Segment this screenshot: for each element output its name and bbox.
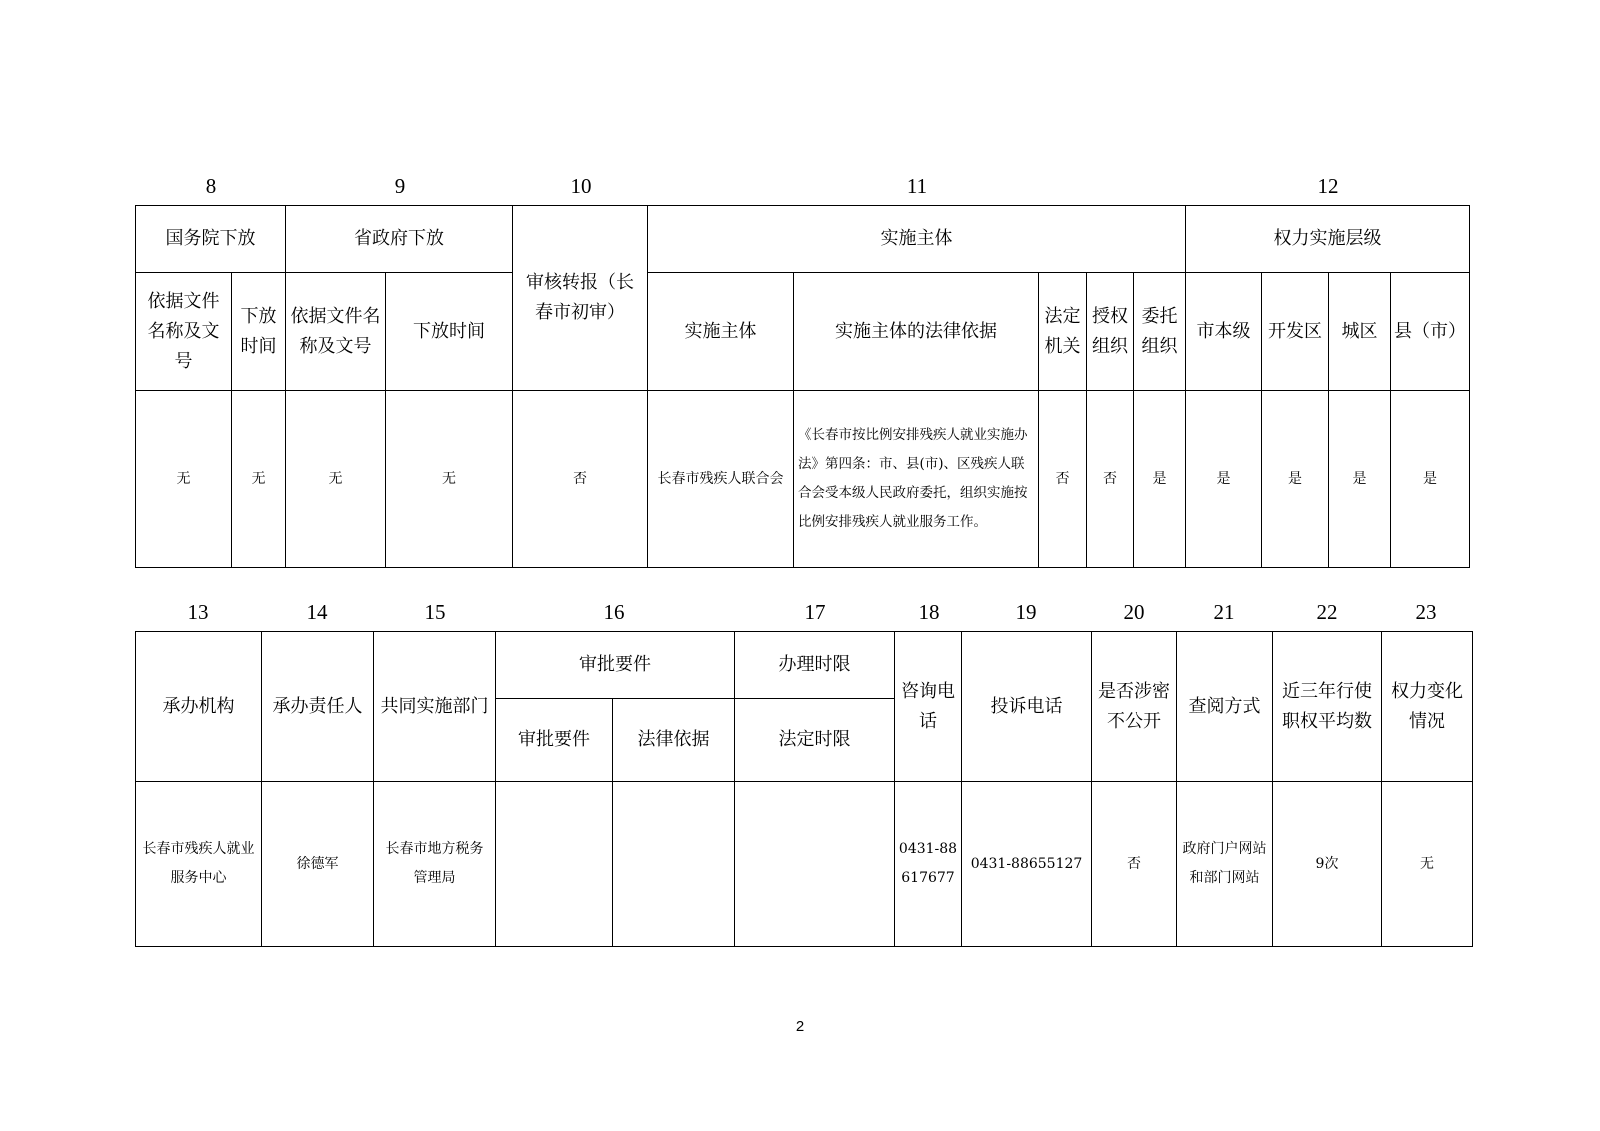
header-legal-basis: 法律依据	[613, 699, 735, 782]
cell-legal-basis	[613, 782, 735, 947]
header-urban: 城区	[1329, 273, 1391, 391]
header-person: 承办责任人	[262, 632, 374, 782]
header-basis-file-1: 依据文件名称及文号	[136, 273, 232, 391]
col-number: 12	[1317, 174, 1339, 198]
header-city: 市本级	[1186, 273, 1262, 391]
power-subject-table	[135, 205, 1470, 568]
header-subject-name: 实施主体	[648, 273, 794, 391]
header-state-council: 国务院下放	[136, 206, 286, 273]
header-access: 查阅方式	[1177, 632, 1273, 782]
col-number: 20	[1123, 600, 1145, 624]
cell-urban: 是	[1329, 391, 1391, 568]
header-review: 审核转报（长春市初审）	[513, 206, 648, 391]
col-number: 14	[306, 600, 328, 624]
header-subject-basis: 实施主体的法律依据	[794, 273, 1039, 391]
header-avg: 近三年行使职权平均数	[1273, 632, 1382, 782]
header-level: 权力实施层级	[1186, 206, 1470, 273]
table-row	[136, 391, 1470, 568]
cell-legal-limit	[735, 782, 895, 947]
header-entrusted-org: 委托组织	[1134, 273, 1186, 391]
header-legal-limit: 法定时限	[735, 699, 895, 782]
table-row	[136, 782, 1473, 947]
col-number: 10	[570, 174, 592, 198]
cell-access: 政府门户网站和部门网站	[1177, 782, 1273, 947]
header-time-limit: 办理时限	[735, 632, 895, 699]
col-number: 15	[424, 600, 446, 624]
cell-legal-organ: 否	[1039, 391, 1087, 568]
cell-subject-name: 长春市残疾人联合会	[648, 391, 794, 568]
header-basis-file-2: 依据文件名称及文号	[286, 273, 386, 391]
col-number: 8	[205, 174, 217, 198]
cell-avg: 9次	[1273, 782, 1382, 947]
cell-entrusted-org: 是	[1134, 391, 1186, 568]
cell-change: 无	[1382, 782, 1473, 947]
col-number: 16	[603, 600, 625, 624]
cell-approval-docs	[496, 782, 613, 947]
header-authorized-org: 授权组织	[1087, 273, 1134, 391]
header-complaint: 投诉电话	[962, 632, 1092, 782]
header-secret: 是否涉密不公开	[1092, 632, 1177, 782]
header-subject: 实施主体	[648, 206, 1186, 273]
header-provincial: 省政府下放	[286, 206, 513, 273]
cell-joint: 长春市地方税务管理局	[374, 782, 496, 947]
cell-complaint: 0431-88655127	[962, 782, 1092, 947]
cell-org: 长春市残疾人就业服务中心	[136, 782, 262, 947]
col-number: 23	[1415, 600, 1437, 624]
cell-county: 是	[1391, 391, 1470, 568]
cell-dev-zone: 是	[1262, 391, 1329, 568]
col-number: 21	[1213, 600, 1235, 624]
header-time-1: 下放时间	[232, 273, 286, 391]
page-number: 2	[795, 1018, 805, 1035]
header-approval-docs: 审批要件	[496, 699, 613, 782]
header-approval: 审批要件	[496, 632, 735, 699]
col-number: 17	[804, 600, 826, 624]
cell-consult: 0431-88617677	[895, 782, 962, 947]
cell-person: 徐德军	[262, 782, 374, 947]
cell-time-2: 无	[386, 391, 513, 568]
header-joint: 共同实施部门	[374, 632, 496, 782]
col-number: 11	[906, 174, 928, 198]
header-time-2: 下放时间	[386, 273, 513, 391]
cell-authorized-org: 否	[1087, 391, 1134, 568]
col-number: 19	[1015, 600, 1037, 624]
cell-subject-basis: 《长春市按比例安排残疾人就业实施办法》第四条：市、县(市)、区残疾人联合会受本级人民政府委托，组织实施按比例安排残疾人就业服务工作。	[794, 391, 1039, 568]
cell-city: 是	[1186, 391, 1262, 568]
col-number: 9	[394, 174, 406, 198]
table2-column-numbers	[0, 600, 1600, 630]
handling-info-table	[135, 631, 1473, 947]
cell-basis-file-2: 无	[286, 391, 386, 568]
table1-column-numbers	[0, 174, 1600, 204]
col-number: 18	[918, 600, 940, 624]
cell-time-1: 无	[232, 391, 286, 568]
header-legal-organ: 法定机关	[1039, 273, 1087, 391]
header-dev-zone: 开发区	[1262, 273, 1329, 391]
header-county: 县（市）	[1391, 273, 1470, 391]
header-change: 权力变化情况	[1382, 632, 1473, 782]
header-consult: 咨询电话	[895, 632, 962, 782]
header-org: 承办机构	[136, 632, 262, 782]
col-number: 22	[1316, 600, 1338, 624]
col-number: 13	[187, 600, 209, 624]
cell-basis-file-1: 无	[136, 391, 232, 568]
cell-review: 否	[513, 391, 648, 568]
cell-secret: 否	[1092, 782, 1177, 947]
